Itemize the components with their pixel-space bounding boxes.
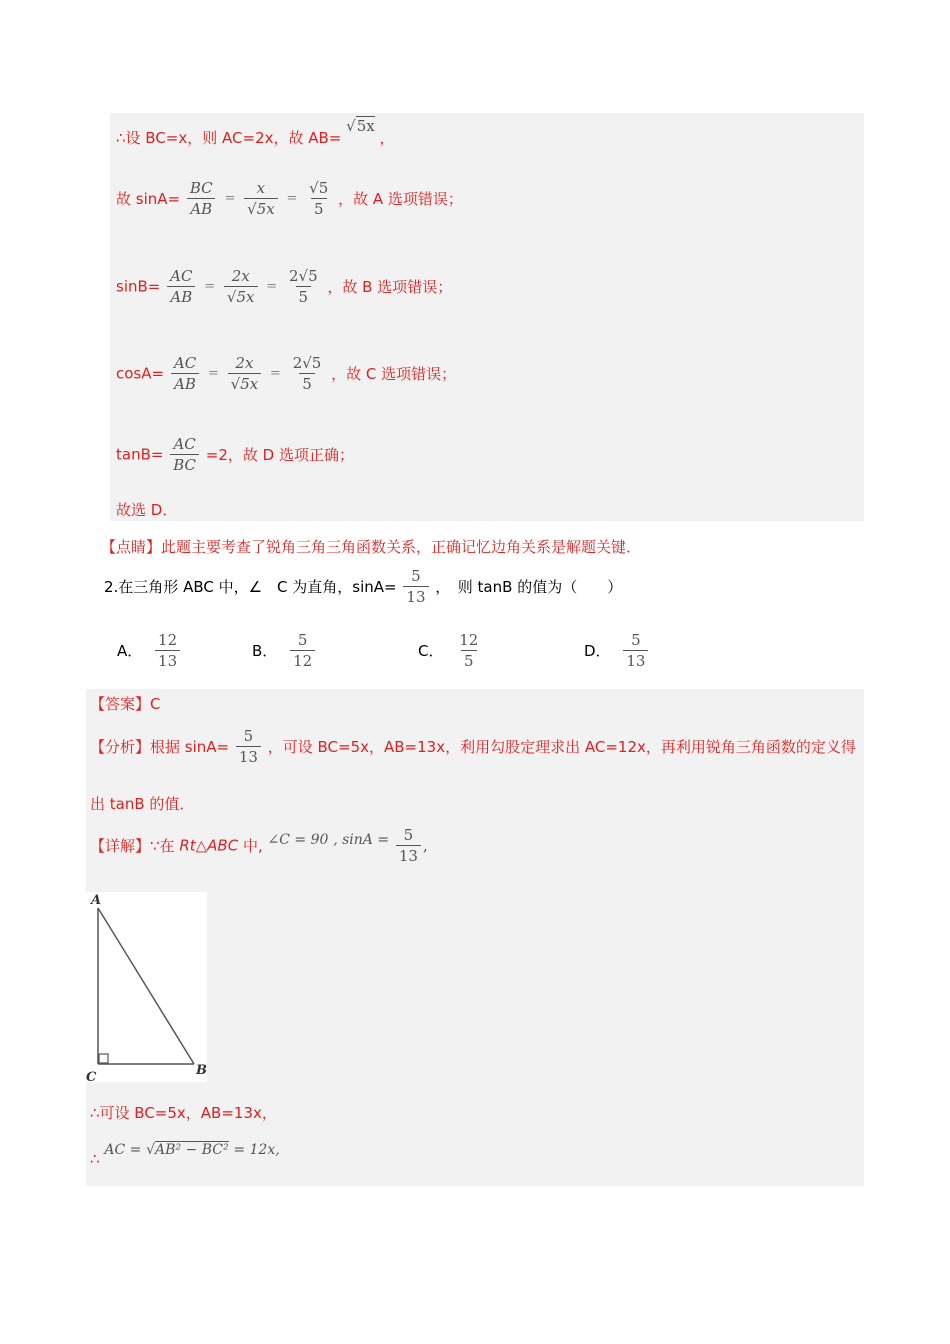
denominator: 13	[155, 650, 180, 671]
sin-a-equals: , sinA =	[333, 831, 390, 848]
answer-line	[90, 693, 160, 714]
denominator: 13	[403, 586, 428, 607]
numerator: 5	[631, 631, 641, 649]
solution-line-5	[116, 434, 354, 475]
equals-sign: =	[207, 366, 219, 381]
fraction-5-13	[396, 825, 421, 866]
vertex-c-label: C	[86, 1070, 97, 1082]
numerator: AC	[170, 267, 193, 285]
fraction-ac-bc	[170, 434, 199, 475]
comma: ,	[422, 836, 428, 855]
option-fraction	[290, 630, 315, 671]
detail-prefix: 【详解】∵在	[90, 837, 180, 855]
line5-suffix: =2，故 D 选项正确；	[205, 446, 354, 464]
line1-prefix: ∴设 BC=x，则 AC=2x，故 AB=	[116, 129, 342, 147]
set-line	[90, 1102, 277, 1123]
radicand: 5x	[240, 375, 259, 393]
numerator: 2x	[231, 267, 250, 285]
option-b[interactable]	[252, 630, 317, 671]
line1-suffix: ，	[379, 129, 395, 147]
denominator: 13	[623, 650, 648, 671]
vertex-b-label: B	[196, 1063, 207, 1078]
solution-line-2	[116, 178, 463, 219]
numerator: 2√5	[288, 267, 318, 285]
option-fraction	[623, 630, 648, 671]
fraction-2x-sqrt5x	[224, 266, 258, 307]
numerator: 5	[243, 727, 254, 745]
coefficient: 2	[288, 267, 299, 285]
detail-rt: Rt△ABC	[179, 836, 239, 855]
detail-line	[90, 825, 428, 866]
analysis-suffix: ，可设 BC=5x，AB=13x，利用勾股定理求出 AC=12x，再利用锐角三角函数的定义得	[267, 738, 856, 756]
numerator: 12	[459, 631, 479, 649]
option-label: B．	[252, 642, 278, 660]
numerator: 2√5	[292, 354, 322, 372]
line4-prefix: cosA=	[116, 364, 165, 383]
radicand: 5x	[256, 200, 275, 218]
denominator: BC	[170, 454, 199, 475]
option-c[interactable]	[418, 630, 483, 671]
radicand: AB² − BC²	[155, 1142, 229, 1158]
analysis-line-2	[90, 793, 194, 814]
question-prefix: 2.在三角形 ABC 中，∠ C 为直角，sinA=	[104, 578, 397, 596]
angle-c-90: ∠C = 90	[267, 831, 329, 848]
solution-line-3	[116, 266, 452, 307]
fraction-bc-ab	[187, 178, 216, 219]
question-suffix: ， 则 tanB 的值为（ ）	[435, 578, 623, 596]
radicand: 5	[318, 179, 329, 197]
denominator: 5	[296, 286, 312, 307]
fraction-5-13	[403, 566, 428, 607]
solution-line-4	[116, 353, 456, 394]
numerator: 5	[403, 826, 414, 844]
analysis-prefix: 【分析】根据 sinA=	[90, 738, 230, 756]
line3-suffix: ，故 B 选项错误；	[327, 278, 453, 296]
comment-text: 【点睛】此题主要考查了锐角三角三角函数关系，正确记忆边角关系是解题关键．	[101, 538, 642, 556]
therefore-symbol: ∴	[90, 1150, 100, 1168]
numerator: 5	[297, 631, 308, 649]
question-2	[104, 566, 622, 607]
denominator: √5x	[224, 286, 258, 307]
numerator: BC	[189, 179, 213, 197]
line2-prefix: 故 sinA=	[116, 190, 181, 208]
ac-result: = 12x,	[233, 1142, 280, 1158]
denominator: 5	[461, 650, 477, 671]
ac-line	[90, 1140, 280, 1168]
option-d[interactable]	[584, 630, 650, 671]
sqrt-expression: √AB² − BC²	[146, 1142, 229, 1158]
denominator: AB	[187, 198, 215, 219]
line2-suffix: ，故 A 选项错误；	[338, 190, 463, 208]
right-angle-marker	[99, 1054, 108, 1063]
equals-sign: =	[204, 279, 216, 294]
line3-prefix: sinB=	[116, 277, 161, 296]
numerator: AC	[173, 354, 197, 372]
option-fraction	[155, 630, 180, 671]
fraction-ac-ab	[167, 266, 195, 307]
radicand: 5	[311, 354, 322, 372]
numerator: 12	[158, 631, 178, 649]
numerator: 5	[411, 567, 421, 585]
option-label: C．	[418, 642, 444, 660]
equals-sign: =	[224, 191, 236, 206]
line4-suffix: ，故 C 选项错误；	[331, 365, 457, 383]
conclusion-text: 故选 D．	[116, 501, 178, 519]
fraction-sqrt5-5	[306, 178, 331, 219]
ab-expression	[346, 117, 379, 135]
fraction-ac-ab	[171, 353, 199, 394]
denominator: 13	[236, 746, 261, 767]
fraction-x-sqrt5x	[244, 178, 278, 219]
numerator: √5	[309, 179, 329, 197]
set-text: ∴可设 BC=5x，AB=13x，	[90, 1104, 277, 1122]
analysis-line-1	[90, 726, 856, 767]
equals-sign: =	[286, 191, 298, 206]
denominator: AB	[171, 373, 199, 394]
option-a[interactable]	[117, 630, 182, 671]
equals-sign: =	[270, 366, 281, 381]
coefficient: 2	[292, 354, 303, 372]
denominator: 5	[311, 198, 327, 219]
vertex-a-label: A	[91, 893, 102, 908]
denominator: AB	[167, 286, 195, 307]
radicand: 5x	[236, 288, 255, 306]
numerator: AC	[173, 435, 196, 453]
triangle-figure	[86, 892, 207, 1082]
numerator: x	[256, 179, 266, 197]
denominator: 12	[290, 650, 315, 671]
side-ab	[98, 908, 194, 1064]
option-fraction	[456, 630, 481, 671]
fraction-2x-sqrt5x	[228, 353, 262, 394]
solution-line-6	[116, 499, 177, 520]
denominator: √5x	[228, 373, 262, 394]
denominator: 13	[396, 845, 421, 866]
option-label: A．	[117, 642, 143, 660]
comment-line	[101, 536, 641, 557]
analysis-line2-text: 出 tanB 的值．	[90, 795, 195, 813]
option-label: D．	[584, 642, 611, 660]
fraction-2sqrt5-5	[286, 266, 321, 307]
equals-sign: =	[266, 279, 278, 294]
sqrt-sign: √5x	[346, 117, 375, 135]
radicand: 5	[308, 267, 318, 285]
solution-line-1	[116, 117, 395, 148]
fraction-5-13	[236, 726, 261, 767]
detail-mid: 中,	[238, 837, 263, 855]
answer-text: 【答案】C	[90, 695, 161, 713]
ac-equals: AC =	[104, 1142, 142, 1158]
fraction-2sqrt5-5	[290, 353, 325, 394]
line5-prefix: tanB=	[116, 445, 164, 464]
triangle-diagram	[86, 892, 207, 1082]
denominator: 5	[299, 373, 315, 394]
denominator: √5x	[244, 198, 278, 219]
numerator: 2x	[235, 354, 254, 372]
